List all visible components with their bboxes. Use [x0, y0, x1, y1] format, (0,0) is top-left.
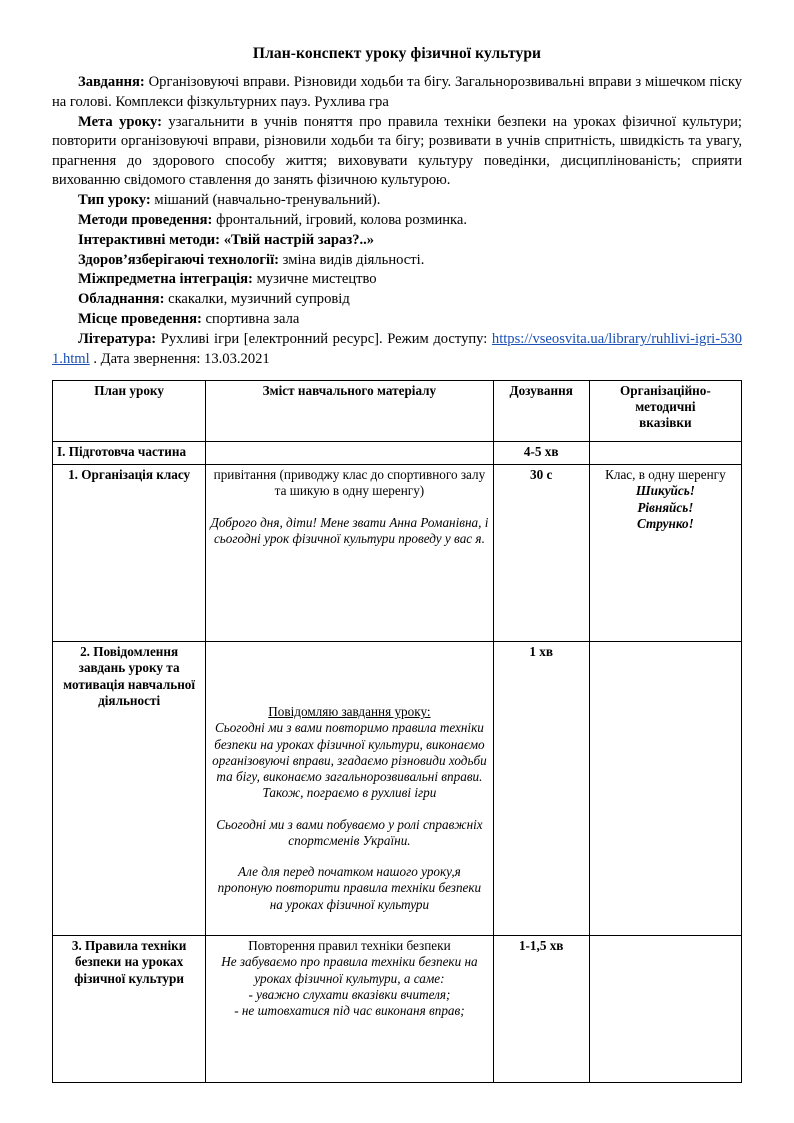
content-italic-3: - не штовхатися під час виконаня вправ; — [234, 1003, 465, 1019]
meta-health-label: Здоров’язберігаючі технології: — [78, 251, 280, 268]
lesson-plan-table — [52, 380, 742, 1083]
meta-methods-text: фронтальний, ігровий, колова розминка. — [212, 211, 468, 228]
table-row — [53, 642, 742, 936]
meta-type-label: Тип уроку: — [78, 191, 151, 208]
row-plan-safety — [53, 936, 206, 1083]
content-italic-1: Сьогодні ми з вами повторимо правила техніки безпеки на уроках фізичної культури, виконаємо організовуючі вправи, згадаємо різновиди ходьби та бігу, виконаємо загальнорозвивальні вправи. Також, пограємо в рухливі ігри — [212, 720, 487, 801]
section-notes — [589, 441, 741, 464]
column-header-notes — [589, 380, 741, 441]
meta-literature — [52, 330, 742, 369]
table-row-section — [53, 441, 742, 464]
plan-line-4: діяльності — [98, 692, 161, 708]
notes-command-1: Шикуйсь! — [635, 483, 695, 499]
section-label: І. Підготовча частина — [53, 441, 206, 464]
meta-place-text: спортивна зала — [201, 311, 300, 328]
meta-health-text: зміна видів діяльності. — [279, 251, 425, 268]
row-dosage-information: 1 хв — [493, 642, 589, 936]
literature-link[interactable]: https://vseosvita.ua/library/ruhlivi-igri-5301.html — [52, 331, 742, 367]
meta-interactive — [52, 231, 742, 250]
meta-tasks — [52, 73, 742, 112]
content-italic-2: Сьогодні ми з вами побуваємо у ролі справжніх спортсменів України. — [216, 816, 483, 848]
meta-integration-text: музичне мистецтво — [252, 271, 377, 288]
meta-literature-label: Література: — [78, 331, 157, 348]
column-header-notes-line3: вказівки — [639, 415, 692, 431]
row-dosage-safety: 1-1,5 хв — [493, 936, 589, 1083]
meta-aim-text: узагальнити в учнів поняття про правила техніки безпеки на уроках фізичної культури; повторити організовуючі вправи, різновили ходьби та бігу; розвивати в учнів спритність, швидкість та увагу, прагнення до здорового способу життя; виховувати культуру поведінки, дисциплінованість; сприяти вихованню свідомого ставлення до занять фізичною культурою. — [52, 113, 742, 188]
table-row — [53, 936, 742, 1083]
meta-equipment-text: скакалки, музичний супровід — [164, 291, 350, 308]
meta-place-label: Місце проведення: — [78, 311, 202, 328]
notes-command-3: Струнко! — [637, 515, 694, 531]
meta-type — [52, 191, 742, 210]
table-header-row — [53, 380, 742, 441]
notes-plain: Клас, в одну шеренгу — [605, 467, 726, 483]
row-content-safety — [206, 936, 493, 1083]
plan-line-2: завдань уроку та — [78, 660, 180, 676]
column-header-content: Зміст навчального матеріалу — [206, 380, 493, 441]
column-header-notes-line2: методичні — [635, 399, 696, 415]
page-title: План-конспект уроку фізичної культури — [252, 45, 542, 62]
meta-literature-text: Рухливі ігри [електронний ресурс]. Режим доступу: — [156, 331, 492, 348]
content-main: Повторення правил техніки безпеки — [248, 938, 451, 954]
notes-command-2: Рівняйсь! — [637, 499, 694, 515]
row-notes-safety — [589, 936, 741, 1083]
section-content — [206, 441, 493, 464]
content-main: привітання (приводжу клас до спортивного залу та шикую в одну шеренгу) — [213, 467, 486, 499]
meta-tasks-label: Завдання: — [78, 74, 145, 91]
meta-aim-label: Мета уроку: — [78, 113, 162, 130]
content-italic-2: - уважно слухати вказівки вчителя; — [248, 986, 451, 1002]
content-italic-1: Не забуваємо про правила техніки безпеки на уроках фізичної культури, а саме: — [221, 954, 478, 986]
row-notes-organization — [589, 465, 741, 642]
meta-place — [52, 310, 742, 329]
plan-line-1: 3. Правила техніки — [71, 938, 187, 954]
row-content-information — [206, 642, 493, 936]
meta-integration — [52, 270, 742, 289]
row-dosage-organization: 30 с — [493, 465, 589, 642]
row-notes-information — [589, 642, 741, 936]
row-content-organization — [206, 465, 493, 642]
meta-methods — [52, 211, 742, 230]
lesson-metadata — [52, 73, 742, 369]
meta-aim — [52, 113, 742, 191]
column-header-dosage: Дозування — [493, 380, 589, 441]
plan-line-2: безпеки на уроках — [75, 954, 184, 970]
meta-integration-label: Міжпредметна інтеграція: — [78, 271, 253, 288]
meta-equipment-label: Обладнання: — [78, 291, 165, 308]
plan-line-3: мотивація навчальної — [63, 676, 196, 692]
column-header-notes-line1: Організаційно- — [619, 382, 711, 398]
section-dosage: 4-5 хв — [493, 441, 589, 464]
table-row — [53, 465, 742, 642]
meta-literature-date: . Дата звернення: 13.03.2021 — [89, 350, 270, 367]
meta-tasks-text: Організовуючі вправи. Різновиди ходьби та бігу. Загальнорозвивальні вправи з мішечком піску на голові. Комплекси фізкультурних пауз. Рухлива гра — [52, 74, 742, 110]
content-heading: Повідомляю завдання уроку: — [268, 704, 431, 720]
content-italic-3: Але для перед початком нашого уроку,я пропоную повторити правила техніки безпеки на уроках фізичної культури — [217, 864, 482, 912]
row-plan-information — [53, 642, 206, 936]
meta-type-text: мішаний (навчально-тренувальний). — [150, 191, 381, 208]
plan-line-1: 2. Повідомлення — [80, 644, 179, 660]
meta-methods-label: Методи проведення: — [78, 211, 213, 228]
row-plan-organization: 1. Організація класу — [53, 465, 206, 642]
meta-equipment — [52, 290, 742, 309]
meta-health — [52, 251, 742, 270]
plan-line-3: фізичної культури — [74, 970, 184, 986]
content-italic-greeting: Доброго дня, діти! Мене звати Анна Романівна, і сьогодні урок фізичної культури проведу у вас я. — [210, 514, 489, 546]
column-header-plan: План уроку — [53, 380, 206, 441]
meta-interactive-label: Інтерактивні методи: — [78, 231, 221, 248]
meta-interactive-text: «Твій настрій зараз?..» — [220, 231, 375, 248]
